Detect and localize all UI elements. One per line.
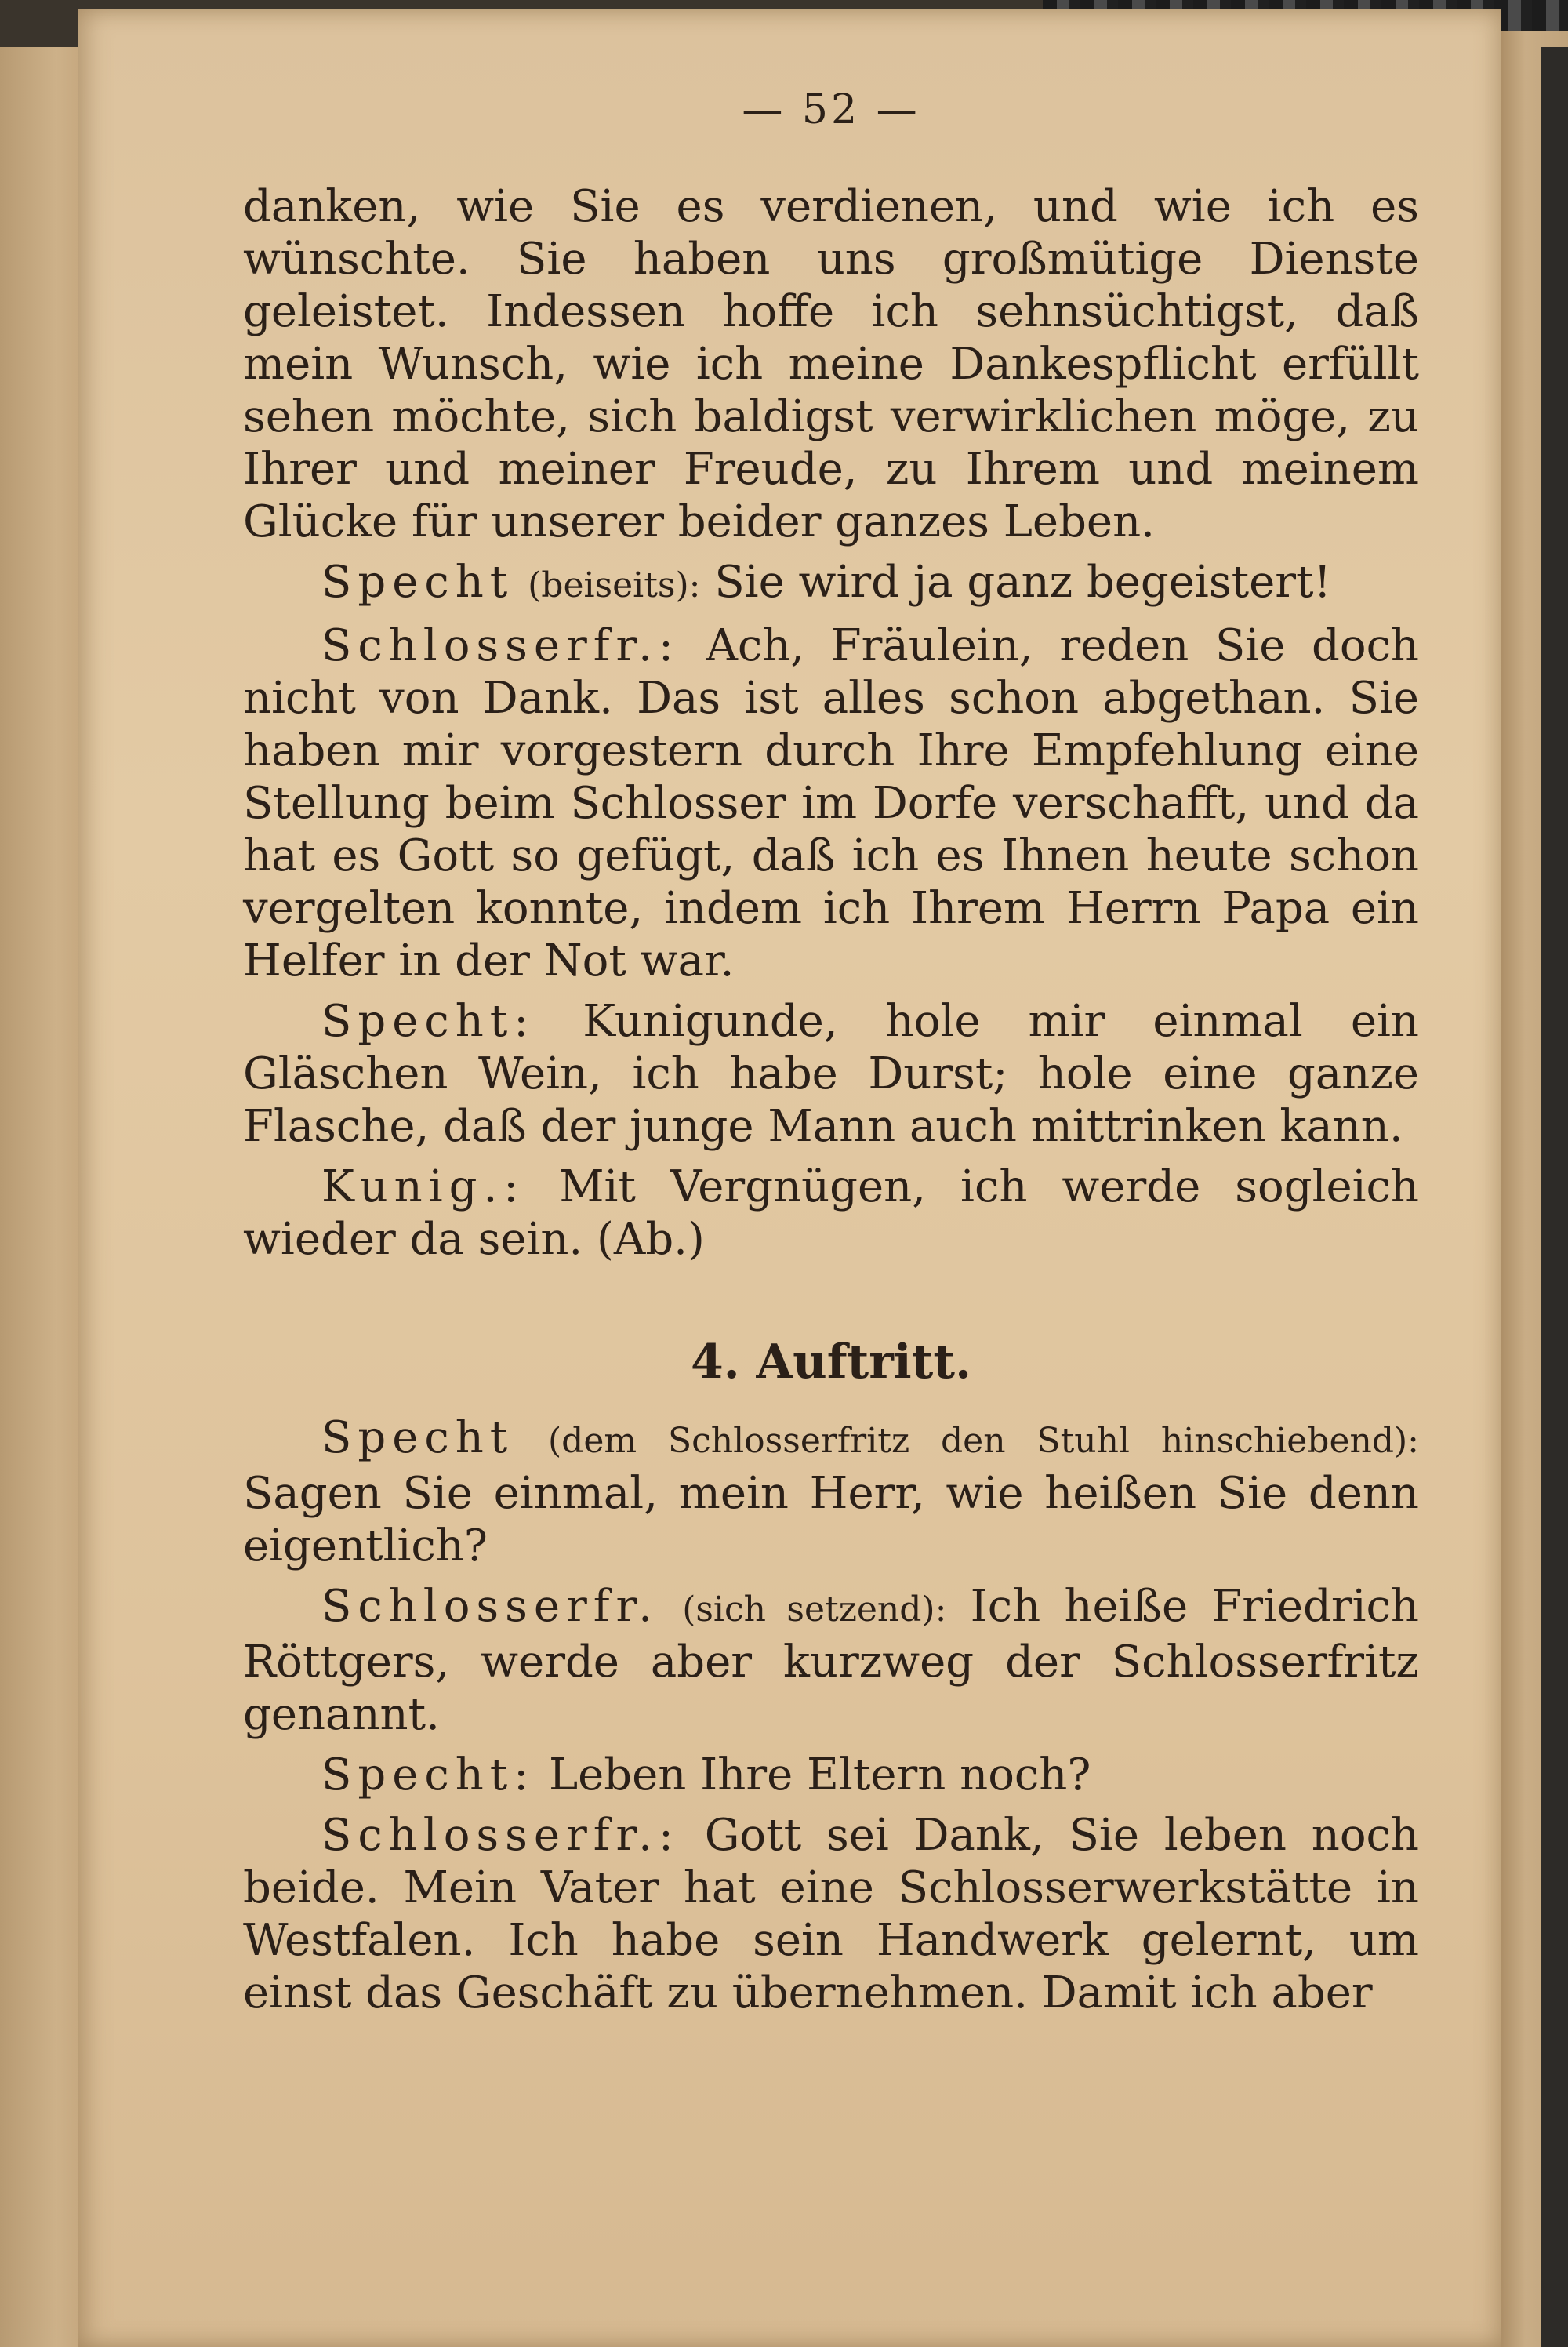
- dialogue-text: Gott sei Dank, Sie leben noch beide. Mein Vater hat eine Schlosserwerkstätte in Westfalen. Ich habe sein Handwerk gelernt, um einst das Geschäft zu übernehmen. Damit ich aber: [243, 1810, 1419, 2018]
- speaker-name: Kunig.:: [321, 1161, 525, 1212]
- stage-direction: (sich setzend):: [682, 1589, 947, 1629]
- dialogue-line: [243, 1411, 1419, 1572]
- dialogue-line: [243, 995, 1419, 1153]
- speaker-name: Specht:: [321, 996, 535, 1047]
- speaker-name: Schlosserfr.:: [321, 620, 680, 671]
- scene-heading: 4. Auftritt.: [691, 1335, 971, 1390]
- dialogue-text: Ach, Fräulein, reden Sie doch nicht von Dank. Das ist alles schon abgethan. Sie haben mir vorgestern durch Ihre Empfehlung eine Stellung beim Schlosser im Dorfe verschafft, und da hat es Gott so gefügt, daß ich es Ihnen heute schon vergelten konnte, indem ich Ihrem Herrn Papa ein Helfer in der Not war.: [243, 620, 1419, 986]
- speaker-name: Specht: [321, 1412, 514, 1463]
- dialogue-line: [243, 1580, 1419, 1741]
- page-content: [243, 78, 1419, 2019]
- dialogue-text: Sie wird ja ganz begeistert!: [714, 557, 1331, 608]
- speaker-name: Specht: [321, 557, 514, 608]
- dialogue-text: Leben Ihre Eltern noch?: [548, 1749, 1091, 1800]
- speaker-name: Schlosserfr.:: [321, 1810, 680, 1861]
- dialogue-text: Sagen Sie einmal, mein Herr, wie heißen Sie denn eigentlich?: [243, 1468, 1419, 1571]
- speaker-name: Specht:: [321, 1749, 535, 1800]
- dialogue-text: Ich heiße Friedrich Röttgers, werde aber kurzweg der Schlosserfritz genannt.: [243, 1581, 1419, 1740]
- speaker-name: Schlosserfr.: [321, 1581, 659, 1632]
- dialogue-line: [243, 556, 1419, 612]
- paragraph-continuation: [243, 180, 1419, 548]
- dialogue-text: Kunigunde, hole mir einmal ein Gläschen Wein, ich habe Durst; hole eine ganze Flasche, daß der junge Mann auch mittrinken kann.: [243, 996, 1419, 1152]
- stage-direction: (beiseits):: [528, 565, 701, 605]
- paragraph-text: danken, wie Sie es verdienen, und wie ich es wünschte. Sie haben uns großmütige Dienste geleistet. Indessen hoffe ich sehnsüchtigst, daß mein Wunsch, wie ich meine Dankespflicht erfüllt sehen möchte, sich baldigst verwirklichen möge, zu Ihrer und meiner Freude, zu Ihrem und meinem Glücke für unserer beider ganzes Leben.: [243, 181, 1419, 547]
- stage-direction: (dem Schlosserfritz den Stuhl hinschiebend):: [548, 1421, 1419, 1461]
- dialogue-line: [243, 619, 1419, 987]
- book-cover-edge: [1541, 47, 1568, 2347]
- dialogue-text: Mit Vergnügen, ich werde sogleich wieder da sein. (Ab.): [243, 1161, 1419, 1265]
- dialogue-line: [243, 1749, 1419, 1801]
- dialogue-line: [243, 1809, 1419, 2019]
- page-number: — 52 —: [742, 86, 920, 133]
- dialogue-line: [243, 1161, 1419, 1266]
